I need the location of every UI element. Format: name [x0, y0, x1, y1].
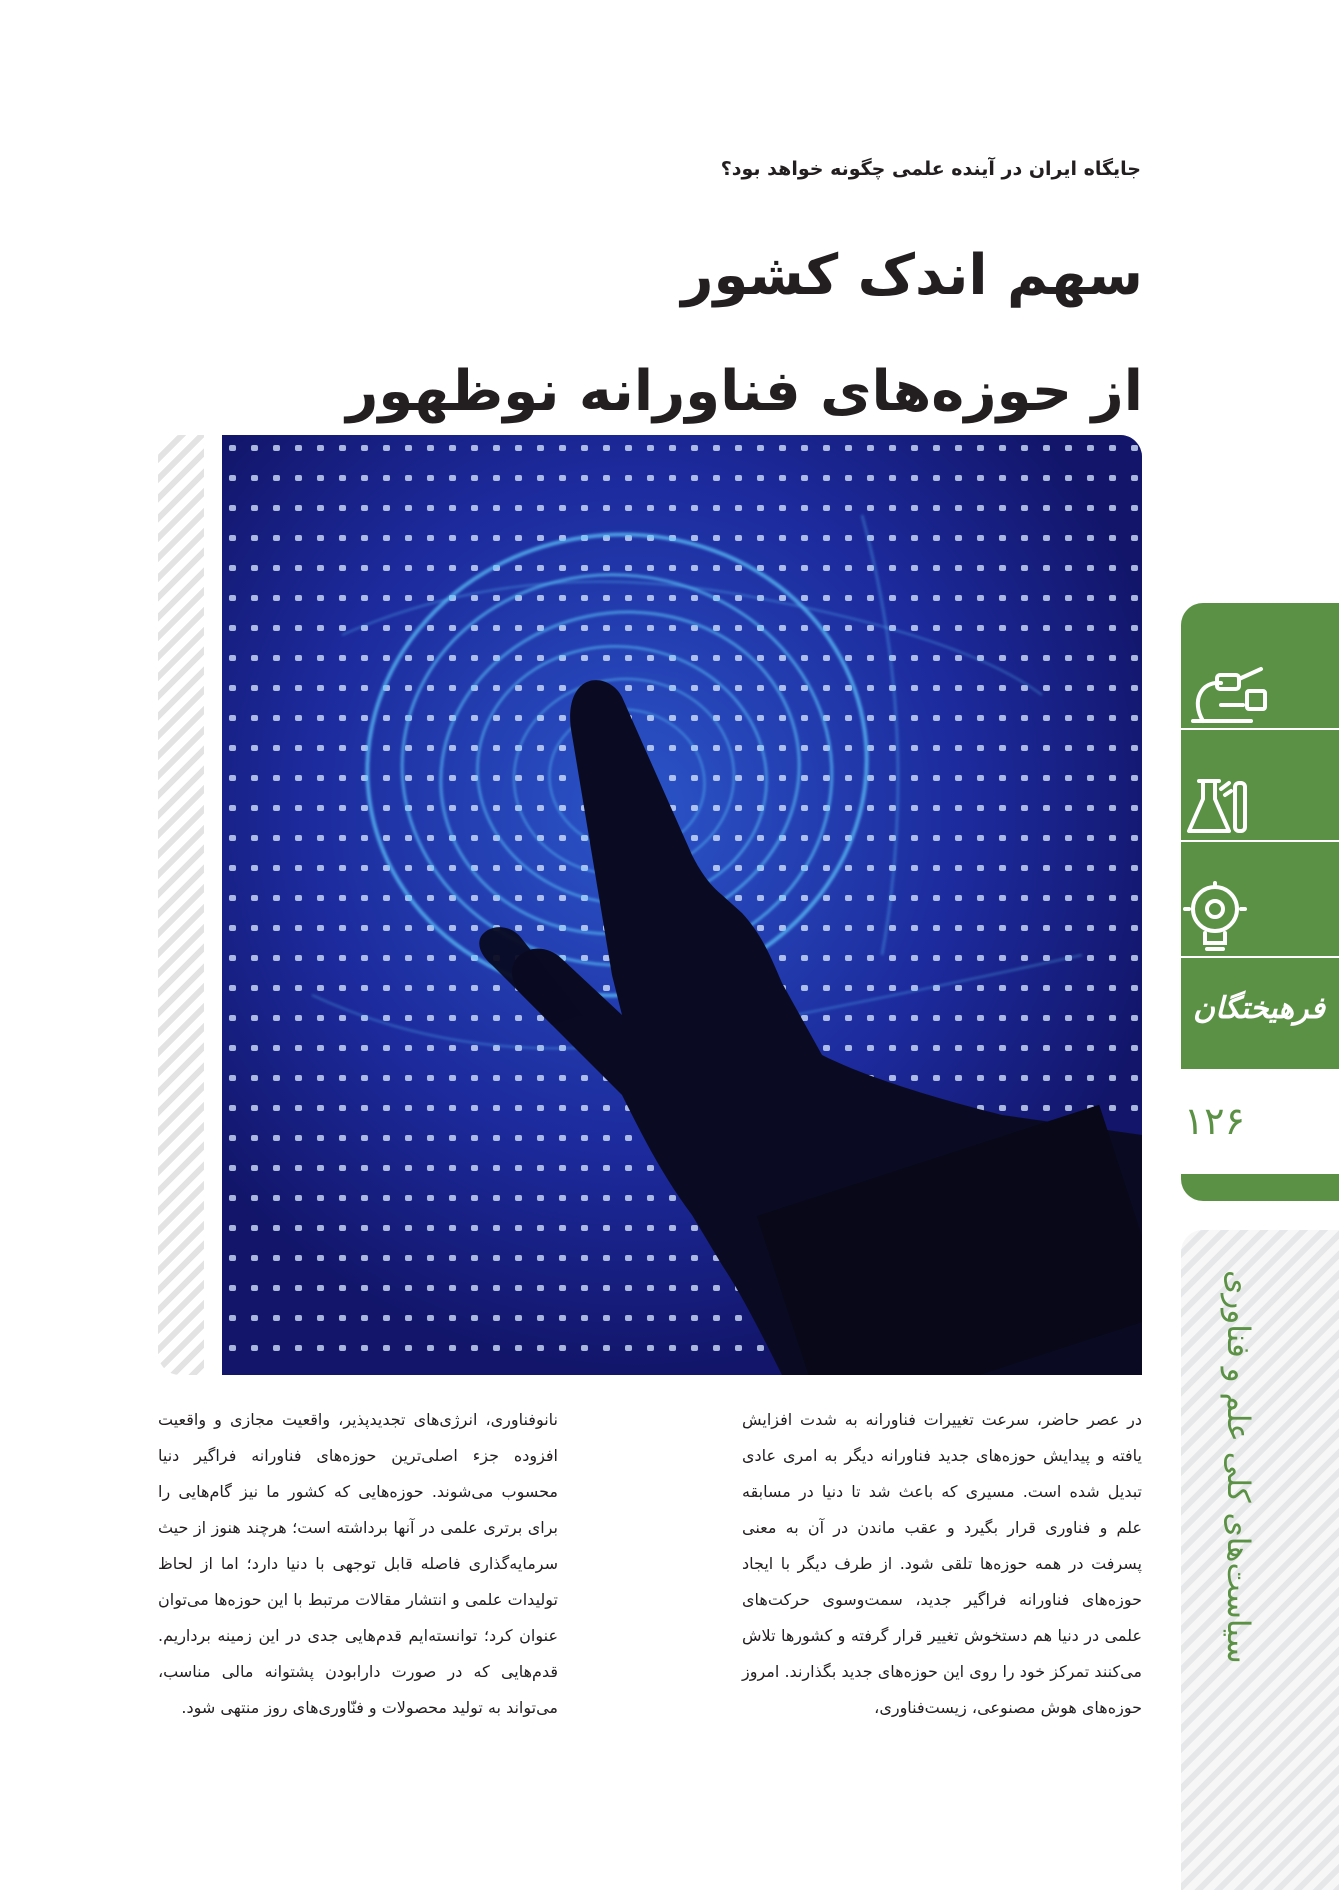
section-label: سیاست‌های کلی علم و فناوری [1220, 1270, 1256, 1664]
body-column-left: نانوفناوری، انرژی‌های تجدیدپذیر، واقعیت مجازی و واقعیت افزوده جزء اصلی‌ترین حوزه‌های فناورانه فراگیر دنیا محسوب می‌شوند. حوزه‌هایی که کشور ما نیز گام‌هایی را برای برتری علمی در آنها برداشته است؛ هرچند هنوز از حیث سرمایه‌گذاری فاصله قابل توجهی با دنیا دارد؛ اما از لحاظ تولیدات علمی و انتشار مقالات مرتبط با این حوزه‌ها می‌توان عنوان کرد؛ توانسته‌ایم قدم‌هایی جدی در این زمینه برداریم. قدم‌هایی که در صورت دارابودن پشتوانه مالی مناسب، می‌تواند به تولید محصولات و فنّاوری‌های روز منتهی شود. [158, 1410, 558, 1717]
article-kicker: جایگاه ایران در آینده علمی چگونه خواهد بود؟ [720, 158, 1141, 180]
page-number-box [1181, 1069, 1339, 1174]
article-title [243, 218, 1143, 450]
body-column-right: در عصر حاضر، سرعت تغییرات فناورانه به شدت افزایش یافته و پیدایش حوزه‌های جدید فناورانه دیگر به امری عادی تبدیل شده است. مسیری که باعث شد تا دنیا در مسابقه علم و فناوری قرار بگیرد و عقب ماندن در آن به معنی پسرفت در همه حوزه‌ها تلقی شود. از طرف دیگر با ایجاد حوزه‌های فناورانه فراگیر جدید، سمت‌وسوی حرکت‌های علمی در دنیا هم دستخوش تغییر قرار گرفته و کشورها تلاش می‌کنند تمرکز خود را روی این حوزه‌های جدید بگذارند. امروز حوزه‌های هوش مصنوعی، زیست‌فناوری، [742, 1410, 1142, 1717]
title-line-2: از حوزه‌های فناورانه نوظهور [346, 359, 1143, 424]
decorative-stripe-left [158, 435, 204, 1375]
lightbulb-gear-icon [1181, 881, 1339, 965]
flask-icon [1181, 773, 1339, 847]
hero-image [222, 435, 1142, 1375]
page-number: ۱۲۶ [1183, 1099, 1245, 1143]
brand-logo: فرهیختگان [1193, 991, 1325, 1026]
sidebar-green-tab [1181, 603, 1339, 1201]
microscope-icon [1181, 661, 1339, 735]
title-line-1: سهم اندک کشور [681, 243, 1143, 308]
hero-illustration [222, 435, 1142, 1375]
